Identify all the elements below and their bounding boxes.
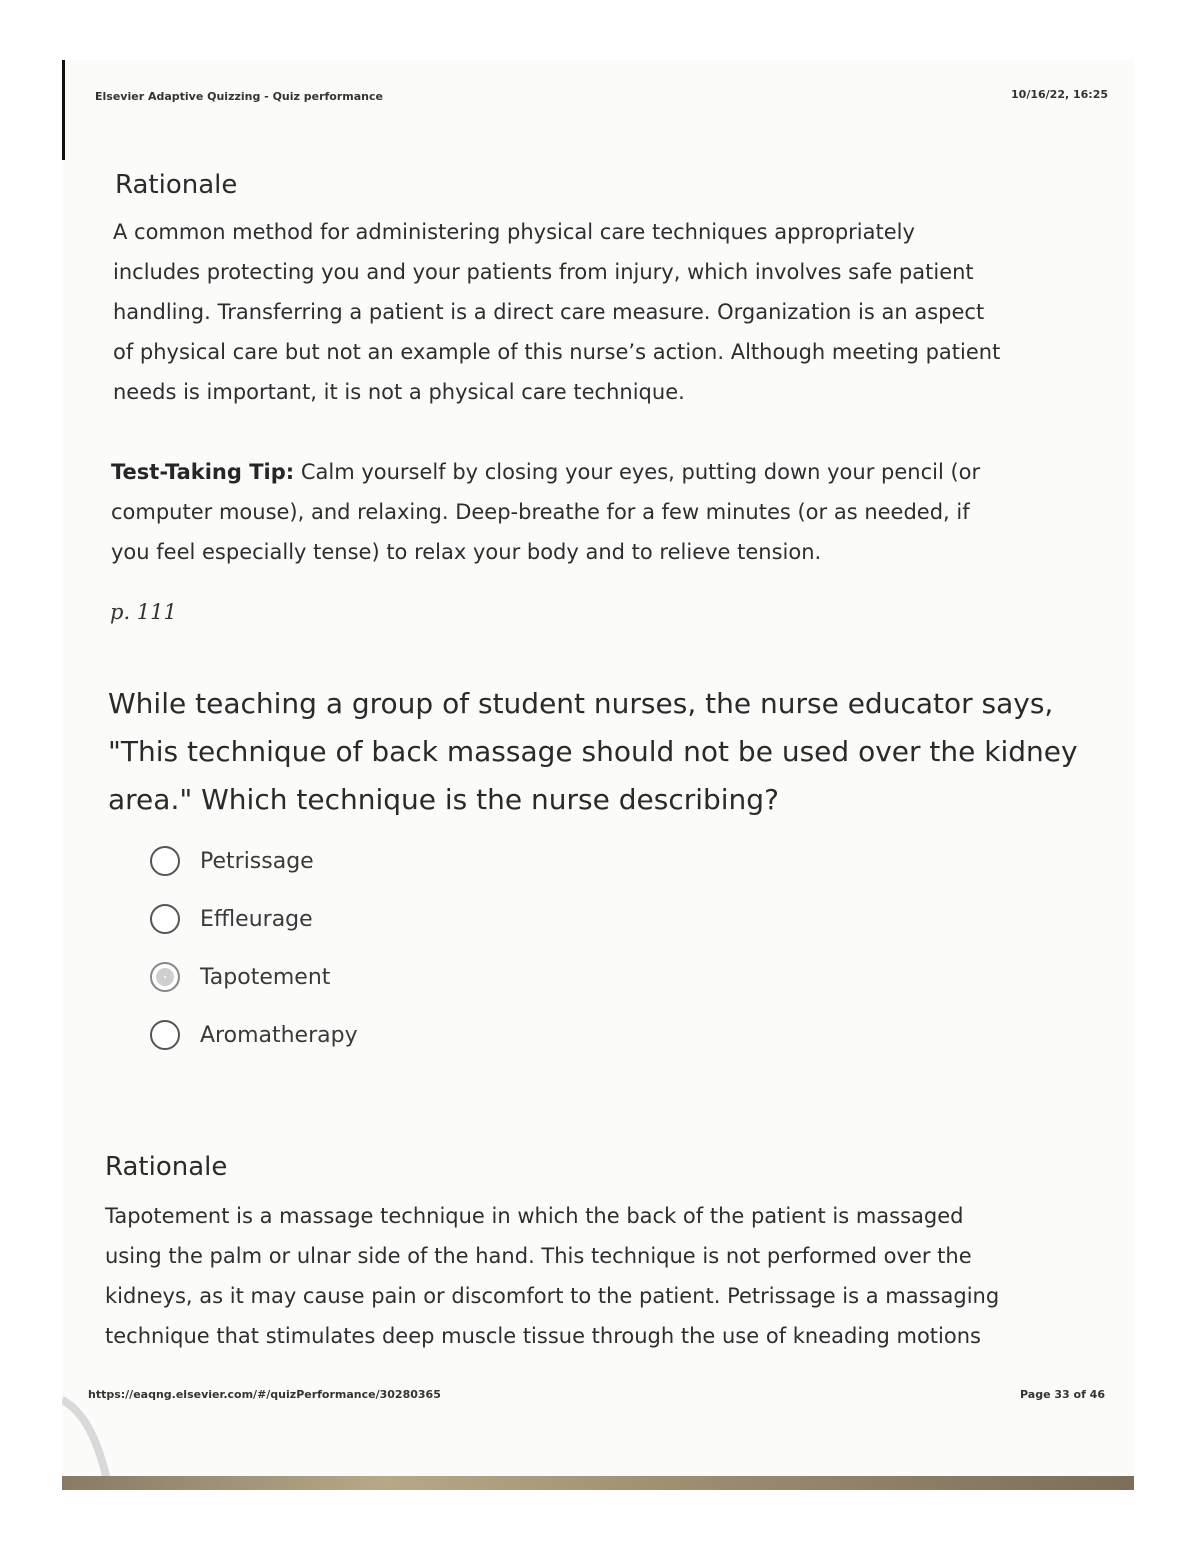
question-line: While teaching a group of student nurses, the nurse educator says, <box>108 687 1054 720</box>
footer-page-number: Page 33 of 46 <box>1020 1388 1105 1401</box>
rationale-text-2 <box>105 1196 999 1356</box>
rationale-1-line: of physical care but not an example of this nurse’s action. Although meeting patient <box>113 340 1001 364</box>
table-edge <box>62 1476 1134 1490</box>
rationale-1-line: A common method for administering physical care techniques appropriately <box>113 220 915 244</box>
binder-line <box>62 60 65 160</box>
rationale-1-line: includes protecting you and your patients from injury, which involves safe patient <box>113 260 974 284</box>
header-date: 10/16/22, 16:25 <box>1011 88 1108 101</box>
rationale-2-line: kidneys, as it may cause pain or discomfort to the patient. Petrissage is a massaging <box>105 1284 1000 1308</box>
page-reference: p. 111 <box>110 600 177 624</box>
tip-text: Calm yourself by closing your eyes, putting down your pencil (or <box>294 460 981 484</box>
option-label: Petrissage <box>200 848 314 874</box>
question-text <box>108 680 1088 824</box>
question-line: area." Which technique is the nurse describing? <box>108 783 779 816</box>
tip-line <box>111 452 980 492</box>
rationale-2-line: Tapotement is a massage technique in which the back of the patient is massaged <box>105 1204 964 1228</box>
rationale-1-line: needs is important, it is not a physical care technique. <box>113 380 685 404</box>
option-petrissage[interactable] <box>150 832 358 890</box>
header-title: Elsevier Adaptive Quizzing - Quiz performance <box>95 90 383 103</box>
tip-line: you feel especially tense) to relax your body and to relieve tension. <box>111 540 822 564</box>
rationale-heading-1: Rationale <box>115 170 238 200</box>
cable-shadow <box>62 1395 122 1480</box>
radio-button[interactable] <box>150 904 180 934</box>
option-label: Tapotement <box>200 964 331 990</box>
option-label: Effleurage <box>200 906 313 932</box>
answer-options <box>150 832 358 1064</box>
tip-line: computer mouse), and relaxing. Deep-breathe for a few minutes (or as needed, if <box>111 500 970 524</box>
option-aromatherapy[interactable] <box>150 1006 358 1064</box>
option-effleurage[interactable] <box>150 890 358 948</box>
rationale-2-line: technique that stimulates deep muscle tissue through the use of kneading motions <box>105 1324 981 1348</box>
option-tapotement[interactable] <box>150 948 358 1006</box>
radio-button-selected[interactable] <box>150 962 180 992</box>
rationale-heading-2: Rationale <box>105 1152 228 1182</box>
radio-button[interactable] <box>150 846 180 876</box>
question-line: "This technique of back massage should not be used over the kidney <box>108 735 1078 768</box>
rationale-2-line: using the palm or ulnar side of the hand. This technique is not performed over the <box>105 1244 972 1268</box>
tip-label: Test-Taking Tip: <box>111 460 295 484</box>
rationale-text-1 <box>113 212 1000 412</box>
test-taking-tip <box>111 452 980 572</box>
footer-url: https://eaqng.elsevier.com/#/quizPerformance/30280365 <box>88 1388 441 1401</box>
radio-button[interactable] <box>150 1020 180 1050</box>
rationale-1-line: handling. Transferring a patient is a direct care measure. Organization is an aspect <box>113 300 985 324</box>
option-label: Aromatherapy <box>200 1022 358 1048</box>
